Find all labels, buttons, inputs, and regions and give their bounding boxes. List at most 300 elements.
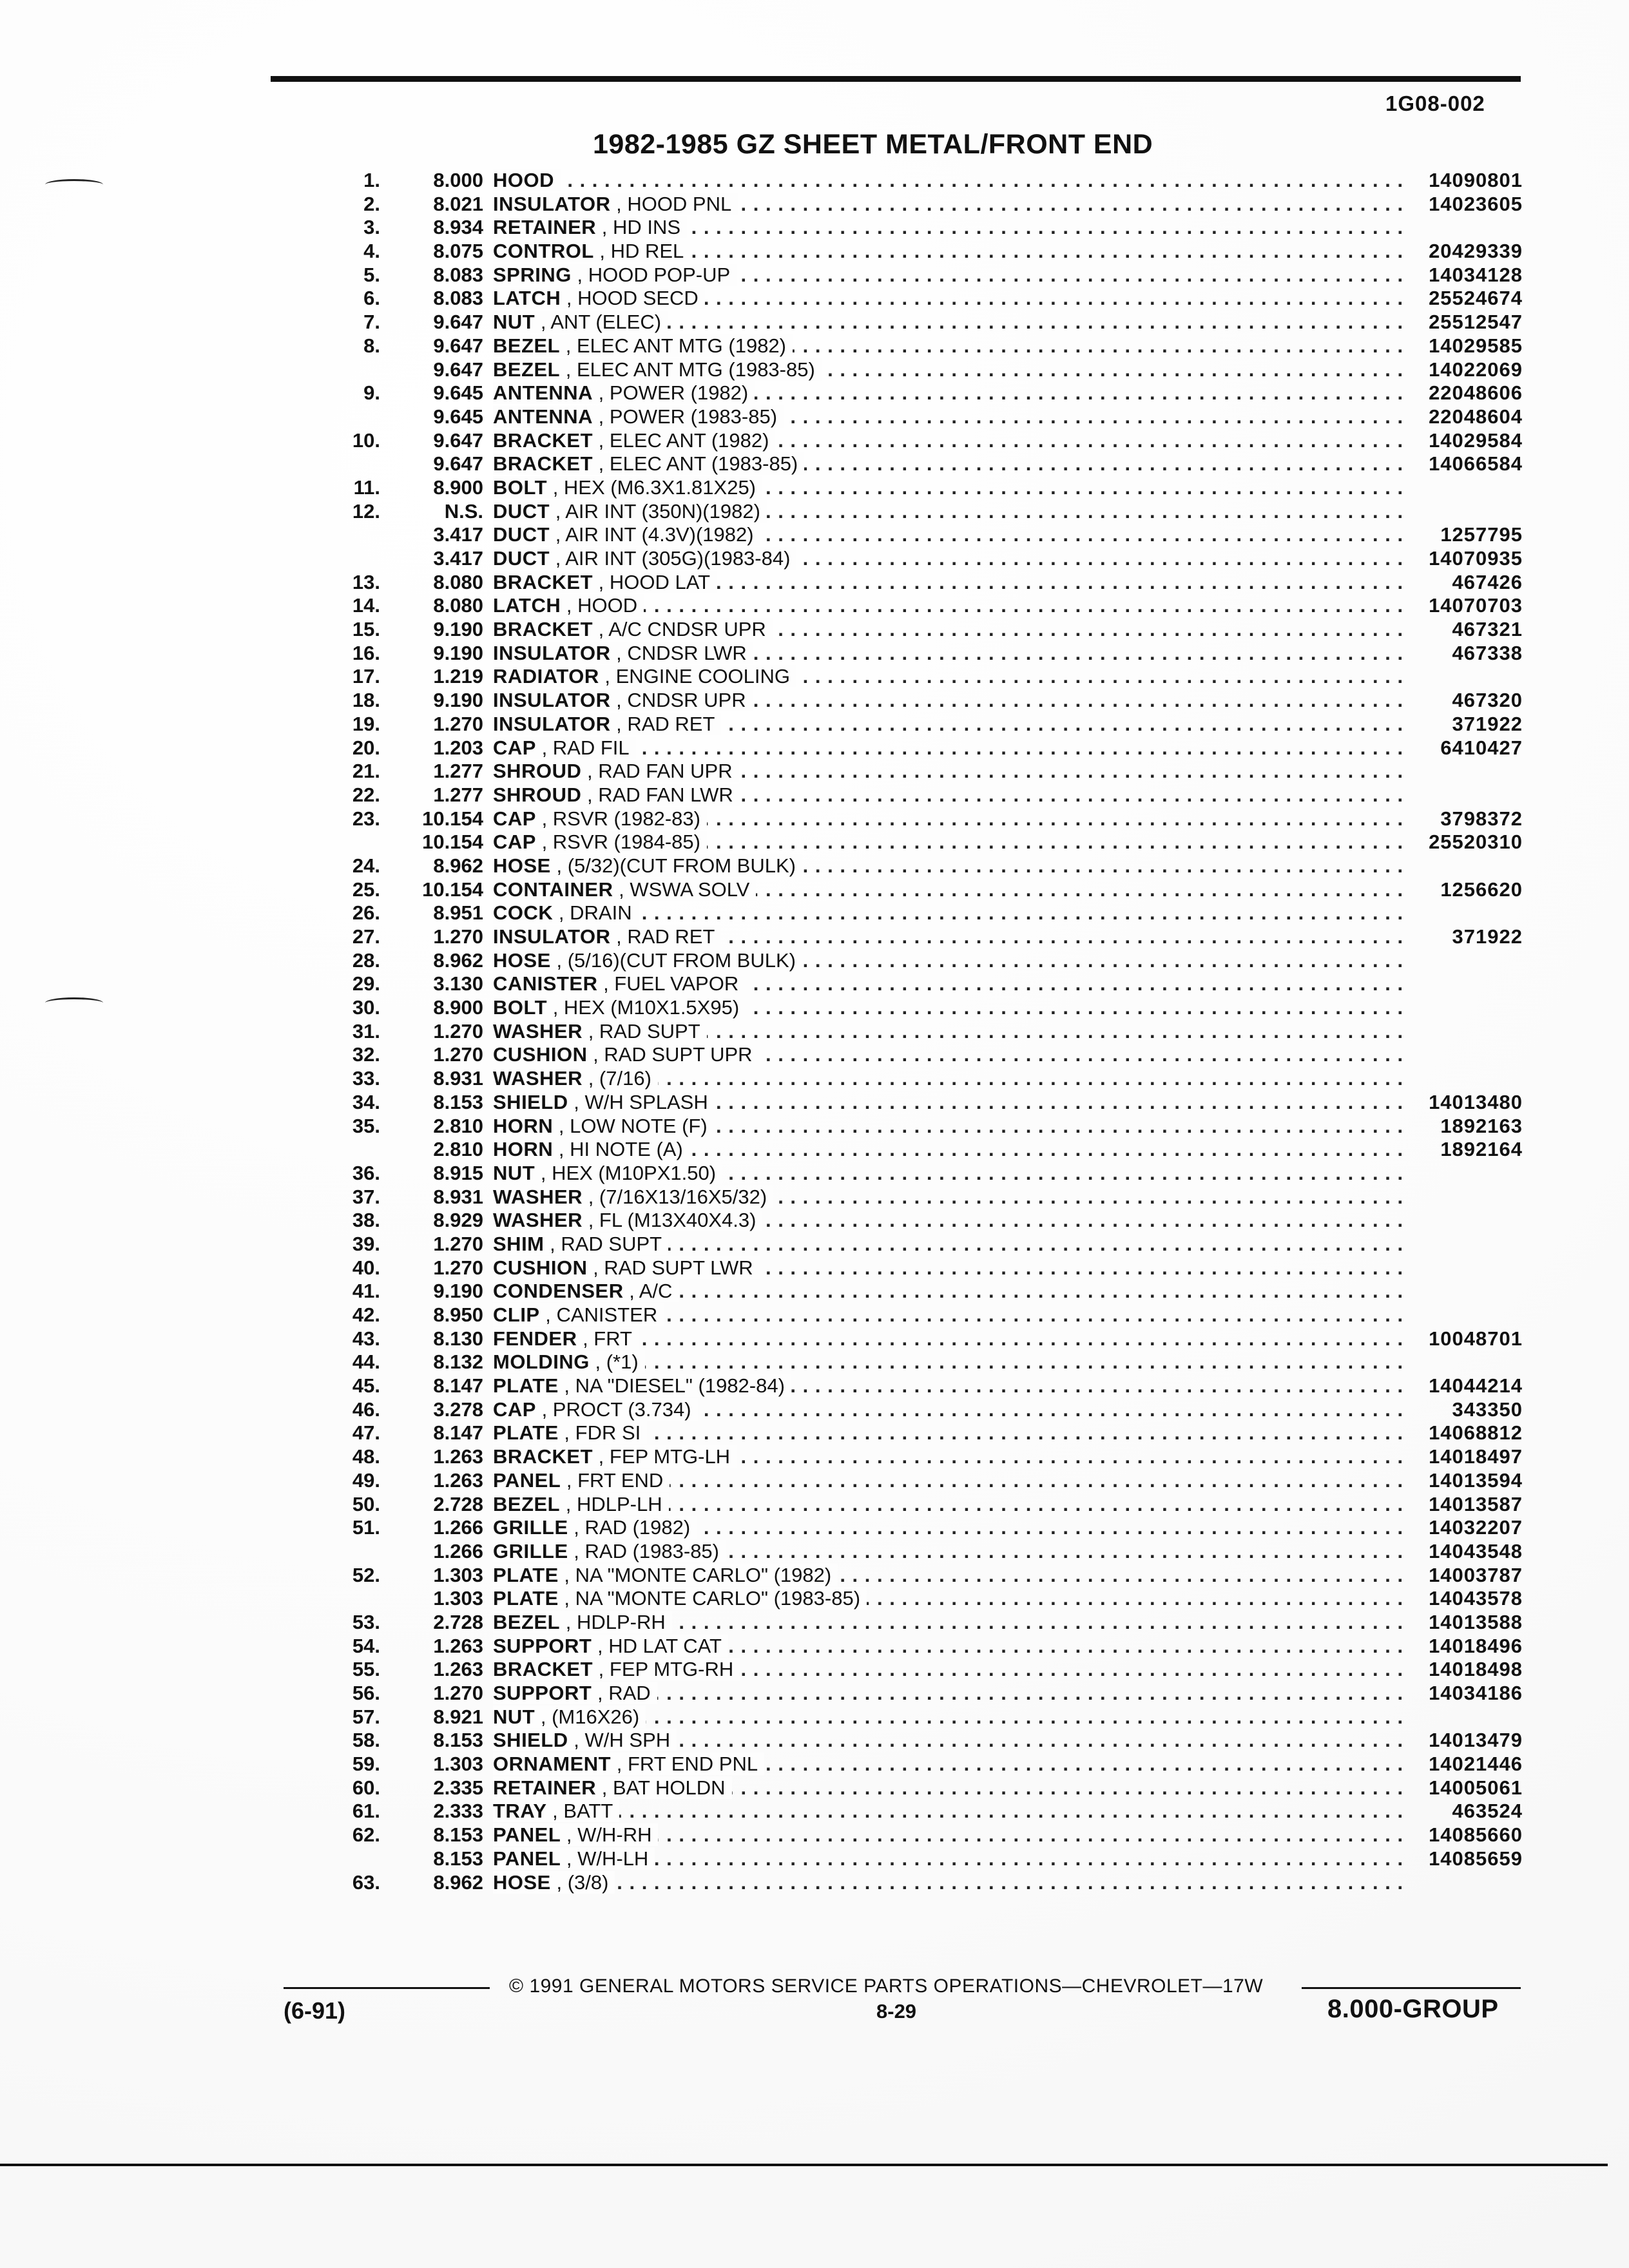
part-qualifier: RAD RET	[627, 712, 715, 735]
part-description	[493, 500, 767, 523]
parts-row	[296, 807, 1527, 831]
part-name: BEZEL	[493, 358, 561, 381]
description-leader	[493, 571, 1405, 595]
part-qualifier: BATT	[563, 1800, 613, 1823]
part-description	[493, 972, 745, 995]
group-code: 2.728	[433, 1610, 483, 1633]
group-code: 8.921	[433, 1705, 483, 1728]
part-qualifier: W/H SPLASH	[584, 1090, 708, 1113]
part-description	[493, 1398, 698, 1421]
name-separator: ,	[561, 594, 578, 617]
name-separator: ,	[587, 1256, 604, 1279]
name-separator: ,	[597, 972, 615, 995]
parts-row	[296, 571, 1527, 595]
name-separator: ,	[561, 1823, 578, 1847]
group-code: 1.270	[433, 925, 483, 948]
parts-row	[296, 1280, 1527, 1303]
part-name: BRACKET	[493, 570, 593, 593]
parts-row	[296, 1020, 1527, 1044]
part-name: CLIP	[493, 1303, 540, 1326]
part-number: 14013480	[1429, 1090, 1523, 1113]
parts-row	[296, 1823, 1527, 1847]
group-code: 8.132	[433, 1350, 483, 1374]
part-name: LATCH	[493, 594, 561, 617]
description-leader	[493, 925, 1405, 949]
item-number: 2.	[363, 192, 380, 215]
part-number: 14021446	[1429, 1753, 1523, 1776]
parts-row	[296, 642, 1527, 666]
part-description	[493, 1493, 669, 1515]
description-leader	[493, 901, 1405, 925]
name-separator: ,	[535, 1398, 553, 1421]
part-name: BRACKET	[493, 1445, 593, 1468]
part-description	[493, 1706, 646, 1728]
part-name: DUCT	[493, 547, 550, 570]
group-code: 8.951	[433, 901, 483, 925]
name-separator: ,	[535, 736, 553, 759]
part-description	[493, 1067, 658, 1090]
part-description	[493, 783, 740, 806]
part-number: 25512547	[1429, 311, 1523, 334]
name-separator: ,	[558, 1421, 575, 1445]
parts-row	[296, 1233, 1527, 1256]
name-separator: ,	[550, 854, 568, 877]
part-qualifier: POWER (1982)	[609, 381, 749, 405]
part-qualifier: HEX (M10X1.5X95)	[563, 996, 740, 1019]
item-number: 26.	[352, 901, 380, 925]
name-separator: ,	[547, 996, 564, 1019]
description-leader	[493, 1540, 1405, 1564]
parts-row	[296, 1706, 1527, 1729]
item-number: 49.	[352, 1468, 380, 1492]
group-code: 9.190	[433, 618, 483, 641]
group-code: 1.303	[433, 1753, 483, 1776]
item-number: 12.	[352, 499, 380, 523]
binder-hole-mark	[45, 997, 103, 1008]
part-qualifier: HOOD SECD	[577, 287, 699, 310]
part-qualifier: WSWA SOLV	[630, 878, 750, 901]
name-separator: ,	[611, 1753, 628, 1776]
part-number: 22048604	[1429, 405, 1523, 428]
description-leader	[493, 1398, 1405, 1422]
part-name: CAP	[493, 736, 536, 759]
part-qualifier: CANISTER	[556, 1303, 658, 1326]
part-qualifier: HOOD LAT	[609, 570, 711, 593]
name-separator: ,	[544, 1232, 561, 1255]
name-separator: ,	[539, 1303, 557, 1326]
part-number: 14044214	[1429, 1374, 1523, 1398]
description-leader	[493, 1753, 1405, 1776]
parts-row	[296, 1776, 1527, 1800]
name-separator: ,	[613, 878, 630, 901]
part-number: 14018496	[1429, 1634, 1523, 1657]
item-number: 56.	[352, 1682, 380, 1704]
name-separator: ,	[610, 641, 628, 664]
part-qualifier: PROCT (3.734)	[552, 1398, 691, 1421]
parts-row	[296, 996, 1527, 1020]
part-qualifier: ANT (ELEC)	[550, 311, 662, 334]
item-number: 41.	[352, 1280, 380, 1303]
part-number: 14018498	[1429, 1658, 1523, 1681]
description-leader	[493, 760, 1405, 783]
name-separator: ,	[610, 192, 628, 215]
description-leader	[493, 1564, 1405, 1588]
part-description	[493, 169, 561, 191]
part-number: 1257795	[1440, 523, 1523, 546]
name-separator: ,	[568, 1539, 585, 1562]
part-name: COCK	[493, 901, 554, 925]
footer-rule-right	[1302, 1987, 1521, 1989]
group-code: 8.080	[433, 594, 483, 617]
group-code: 1.303	[433, 1587, 483, 1610]
part-name: DUCT	[493, 499, 550, 523]
group-code: 3.417	[433, 547, 483, 570]
group-code: 8.021	[433, 192, 483, 215]
part-qualifier: HOOD	[577, 594, 638, 617]
parts-row	[296, 1611, 1527, 1635]
parts-row	[296, 334, 1527, 358]
item-number: 10.	[352, 428, 380, 452]
description-leader	[493, 1587, 1405, 1611]
part-number: 467338	[1452, 641, 1523, 664]
group-code: 1.270	[433, 1256, 483, 1279]
description-leader	[493, 689, 1405, 713]
part-description	[493, 287, 705, 309]
name-separator: ,	[547, 476, 564, 499]
group-code: 8.900	[433, 996, 483, 1019]
item-number: 58.	[352, 1729, 380, 1752]
part-qualifier: W/H-RH	[577, 1823, 652, 1847]
part-description	[493, 1516, 697, 1539]
description-leader	[493, 429, 1405, 453]
name-separator: ,	[560, 1610, 577, 1633]
part-description	[493, 1587, 867, 1610]
part-qualifier: AIR INT (4.3V)(1982)	[565, 523, 754, 546]
item-number: 62.	[352, 1823, 380, 1847]
description-leader	[493, 1350, 1405, 1374]
page-number: 8-29	[876, 2000, 917, 2023]
group-code: 1.266	[433, 1539, 483, 1562]
description-leader	[493, 783, 1405, 807]
part-qualifier: RAD SUPT	[561, 1232, 662, 1255]
description-leader	[493, 1067, 1405, 1091]
part-qualifier: ENGINE COOLING	[615, 665, 791, 688]
part-name: HOSE	[493, 854, 551, 877]
part-description	[493, 193, 738, 215]
part-description	[493, 1635, 728, 1657]
header-rule	[271, 76, 1521, 82]
description-leader	[493, 240, 1405, 264]
description-leader	[493, 807, 1405, 831]
group-code: 9.190	[433, 1280, 483, 1303]
description-leader	[493, 1516, 1405, 1540]
description-leader	[493, 1729, 1405, 1753]
group-code: 8.915	[433, 1161, 483, 1184]
parts-row	[296, 736, 1527, 760]
part-number: 10048701	[1429, 1327, 1523, 1350]
part-name: PLATE	[493, 1374, 559, 1398]
part-name: HORN	[493, 1138, 554, 1161]
parts-row	[296, 358, 1527, 382]
part-description	[493, 713, 721, 735]
part-name: CAP	[493, 807, 536, 830]
part-number: 1892163	[1440, 1114, 1523, 1137]
part-qualifier: RAD FAN LWR	[598, 783, 733, 806]
part-name: RETAINER	[493, 216, 597, 239]
part-name: INSULATOR	[493, 712, 611, 735]
bottom-rule	[0, 2164, 1608, 2166]
item-number: 36.	[352, 1161, 380, 1184]
part-qualifier: (*1)	[606, 1350, 639, 1374]
name-separator: ,	[610, 925, 628, 948]
part-name: WASHER	[493, 1067, 583, 1090]
part-description	[493, 996, 746, 1019]
group-code: 8.962	[433, 948, 483, 972]
part-name: INSULATOR	[493, 925, 611, 948]
group-code: 8.080	[433, 570, 483, 593]
parts-row	[296, 476, 1527, 500]
part-qualifier: BAT HOLDN	[613, 1776, 726, 1799]
part-qualifier: POWER (1983-85)	[609, 405, 778, 428]
part-name: HORN	[493, 1114, 554, 1137]
part-qualifier: HEX (M10PX1.50)	[552, 1161, 717, 1184]
description-leader	[493, 287, 1405, 311]
parts-row	[296, 925, 1527, 949]
item-number: 6.	[363, 287, 380, 310]
part-name: SHIELD	[493, 1729, 568, 1752]
item-number: 57.	[352, 1705, 380, 1728]
part-description	[493, 878, 756, 901]
name-separator: ,	[550, 523, 566, 546]
description-leader	[493, 1706, 1405, 1729]
parts-row	[296, 169, 1527, 193]
parts-row	[296, 1398, 1527, 1422]
name-separator: ,	[592, 1634, 609, 1657]
parts-row	[296, 287, 1527, 311]
item-number: 27.	[352, 925, 380, 948]
part-number: 14013594	[1429, 1468, 1523, 1492]
group-code: 1.219	[433, 665, 483, 688]
part-description	[493, 571, 717, 593]
part-description	[493, 216, 687, 238]
parts-row	[296, 1350, 1527, 1374]
item-number: 63.	[352, 1870, 380, 1894]
part-qualifier: FUEL VAPOR	[614, 972, 739, 995]
name-separator: ,	[583, 1067, 599, 1090]
item-number: 17.	[352, 665, 380, 688]
group-code: 9.190	[433, 641, 483, 664]
part-qualifier: (7/16X13/16X5/32)	[599, 1185, 767, 1208]
description-leader	[493, 334, 1405, 358]
group-code: 1.270	[433, 1043, 483, 1066]
part-name: DUCT	[493, 523, 550, 546]
item-number: 37.	[352, 1185, 380, 1208]
part-name: NUT	[493, 1161, 535, 1184]
name-separator: ,	[610, 712, 628, 735]
group-code: 8.083	[433, 287, 483, 310]
group-code: 8.962	[433, 854, 483, 877]
parts-row	[296, 831, 1527, 854]
part-qualifier: HOOD PNL	[627, 192, 732, 215]
part-qualifier: RAD RET	[627, 925, 715, 948]
parts-row	[296, 1635, 1527, 1658]
part-description	[493, 1020, 707, 1043]
name-separator: ,	[581, 783, 599, 806]
item-number: 33.	[352, 1067, 380, 1090]
parts-row	[296, 1729, 1527, 1753]
part-description	[493, 618, 773, 640]
group-code: 10.154	[422, 831, 483, 854]
part-name: SHIM	[493, 1232, 545, 1255]
parts-row	[296, 1327, 1527, 1351]
description-leader	[493, 1327, 1405, 1351]
part-name: BEZEL	[493, 1610, 561, 1633]
name-separator: ,	[583, 1209, 599, 1232]
name-separator: ,	[561, 287, 578, 310]
description-leader	[493, 1374, 1405, 1398]
description-leader	[493, 1776, 1405, 1800]
part-name: INSULATOR	[493, 192, 611, 215]
name-separator: ,	[592, 1682, 609, 1704]
part-name: HOSE	[493, 1870, 551, 1894]
description-leader	[493, 1871, 1405, 1895]
item-number: 61.	[352, 1800, 380, 1823]
name-separator: ,	[568, 1729, 585, 1752]
description-leader	[493, 1847, 1405, 1871]
part-name: TRAY	[493, 1800, 547, 1823]
part-name: BRACKET	[493, 618, 593, 641]
name-separator: ,	[577, 1327, 594, 1350]
name-separator: ,	[550, 948, 568, 972]
item-number: 52.	[352, 1563, 380, 1586]
part-name: CUSHION	[493, 1256, 588, 1279]
part-name: CONTAINER	[493, 878, 613, 901]
part-qualifier: W/H SPH	[584, 1729, 671, 1752]
name-separator: ,	[610, 689, 628, 712]
item-number: 44.	[352, 1350, 380, 1374]
item-number: 16.	[352, 641, 380, 664]
footer-rule-left	[284, 1987, 490, 1989]
part-description	[493, 949, 802, 972]
name-separator: ,	[558, 1587, 575, 1610]
parts-row	[296, 1043, 1527, 1067]
name-separator: ,	[599, 665, 616, 688]
part-name: BOLT	[493, 996, 548, 1019]
group-code: 8.147	[433, 1374, 483, 1398]
part-description	[493, 901, 639, 924]
part-qualifier: AIR INT (305G)(1983-84)	[565, 547, 791, 570]
group-code: 8.130	[433, 1327, 483, 1350]
part-name: PLATE	[493, 1421, 559, 1445]
part-number: 14023605	[1429, 192, 1523, 215]
part-description	[493, 1043, 759, 1066]
name-separator: ,	[571, 263, 588, 286]
group-code: 8.900	[433, 476, 483, 499]
part-description	[493, 1421, 647, 1444]
part-number: 14022069	[1429, 358, 1523, 381]
part-number: 25520310	[1429, 831, 1523, 854]
description-leader	[493, 264, 1405, 287]
name-separator: ,	[561, 1468, 578, 1492]
part-name: INSULATOR	[493, 689, 611, 712]
description-leader	[493, 523, 1405, 547]
group-code: 8.931	[433, 1067, 483, 1090]
group-code: 1.303	[433, 1563, 483, 1586]
description-leader	[493, 1138, 1405, 1162]
part-qualifier: HDLP-LH	[576, 1492, 662, 1515]
part-description	[493, 831, 707, 853]
item-number: 35.	[352, 1114, 380, 1137]
item-number: 20.	[352, 736, 380, 759]
description-leader	[493, 1469, 1405, 1493]
parts-row	[296, 1564, 1527, 1588]
part-name: SHROUD	[493, 783, 582, 806]
name-separator: ,	[593, 240, 611, 263]
item-number: 54.	[352, 1634, 380, 1657]
part-description	[493, 594, 644, 617]
name-separator: ,	[589, 1350, 606, 1374]
item-number: 48.	[352, 1445, 380, 1468]
item-number: 32.	[352, 1043, 380, 1066]
description-leader	[493, 476, 1405, 500]
description-leader	[493, 1162, 1405, 1186]
item-number: 8.	[363, 334, 380, 357]
description-leader	[493, 193, 1405, 216]
item-number: 22.	[352, 783, 380, 806]
description-leader	[493, 642, 1405, 666]
parts-row	[296, 1186, 1527, 1209]
part-qualifier: CNDSR LWR	[627, 641, 747, 664]
part-description	[493, 547, 796, 570]
part-qualifier: RAD FAN UPR	[598, 760, 733, 783]
parts-row	[296, 1138, 1527, 1162]
description-leader	[493, 500, 1405, 524]
part-number: 14070703	[1429, 594, 1523, 617]
group-code: 8.931	[433, 1185, 483, 1208]
group-code: 1.263	[433, 1658, 483, 1681]
description-leader	[493, 1635, 1405, 1658]
part-number: 14068812	[1429, 1421, 1523, 1445]
part-name: BRACKET	[493, 1658, 593, 1681]
part-description	[493, 1847, 655, 1870]
item-number: 18.	[352, 689, 380, 712]
name-separator: ,	[535, 831, 553, 854]
group-code: 1.277	[433, 760, 483, 783]
parts-row	[296, 1256, 1527, 1280]
part-description	[493, 405, 784, 428]
parts-row	[296, 193, 1527, 216]
part-number: 14018497	[1429, 1445, 1523, 1468]
item-number: 30.	[352, 996, 380, 1019]
part-description	[493, 1115, 714, 1137]
group-code: 8.153	[433, 1729, 483, 1752]
parts-row	[296, 878, 1527, 902]
item-number: 51.	[352, 1516, 380, 1539]
parts-list	[296, 169, 1527, 1894]
parts-row	[296, 1469, 1527, 1493]
part-name: INSULATOR	[493, 641, 611, 664]
part-name: ORNAMENT	[493, 1753, 612, 1776]
part-number: 463524	[1452, 1800, 1523, 1823]
part-qualifier: NA "MONTE CARLO" (1983-85)	[575, 1587, 861, 1610]
part-description	[493, 523, 760, 546]
name-separator: ,	[593, 618, 609, 641]
group-code: 9.647	[433, 311, 483, 334]
part-qualifier: FEP MTG-LH	[609, 1445, 731, 1468]
part-number: 14043548	[1429, 1539, 1523, 1562]
group-code: 8.929	[433, 1209, 483, 1232]
part-name: WASHER	[493, 1019, 583, 1043]
